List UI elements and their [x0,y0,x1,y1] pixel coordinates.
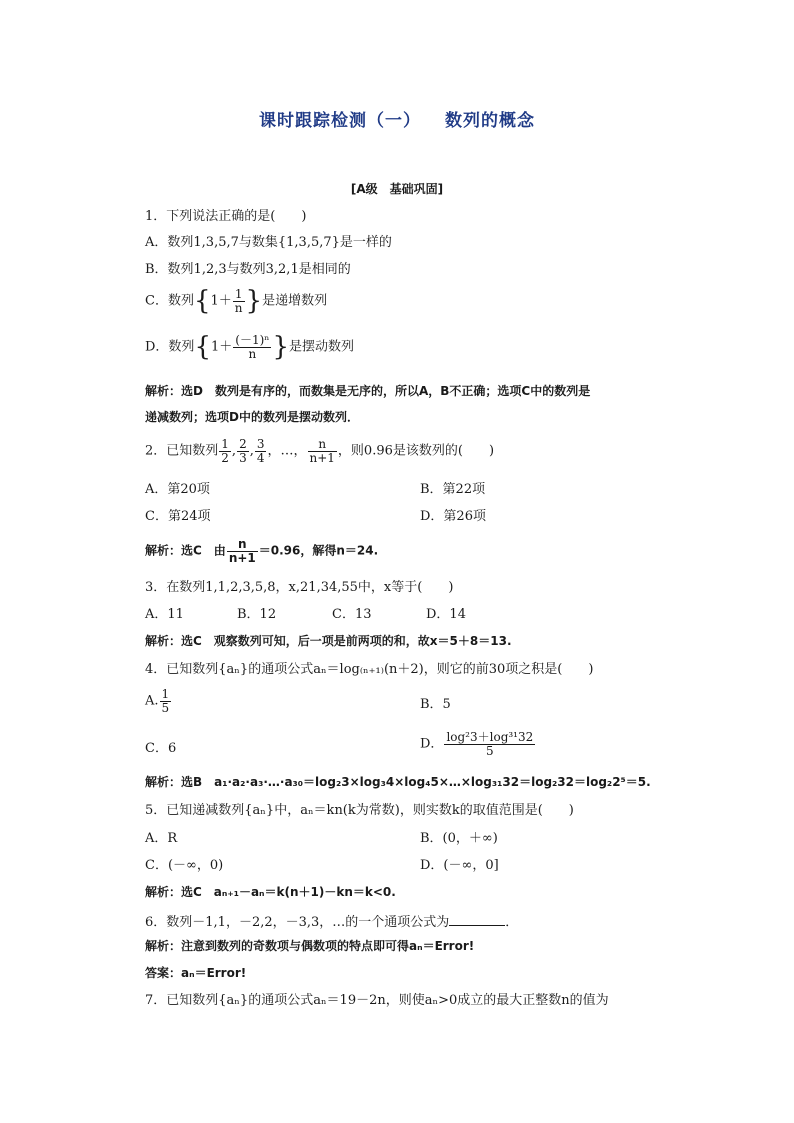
q4-stem: 4．已知数列{aₙ}的通项公式aₙ＝log₍ₙ₊₁₎(n＋2)，则它的前30项之积是( ) [145,662,594,677]
q4-option-b: B．5 [420,697,451,712]
q5-option-a: A．R [145,831,178,846]
q1-option-c: C．数列{1＋ $\frac{1}{n}$ }是递增数列 [145,286,328,317]
section-heading: [A级 基础巩固] [350,182,444,196]
q2-option-d: D．第26项 [420,509,486,524]
q6-answer: 答案：aₙ＝Error! [145,966,247,980]
q2-option-a: A．第20项 [145,482,210,497]
q5-stem: 5．已知递减数列{aₙ}中，aₙ＝kn(k为常数)，则实数k的取值范围是( ) [145,803,574,818]
q4-option-c: C．6 [145,741,177,756]
q5-option-c: C．(－∞，0) [145,858,224,873]
q6-answer-blank [449,913,505,926]
q3-option-c: C．13 [332,607,372,622]
q3-option-b: B．12 [237,607,277,622]
q1-analysis-line2: 递减数列；选项D中的数列是摆动数列． [145,410,359,424]
q5-option-b: B．(0，＋∞) [420,831,498,846]
q2-option-b: B．第22项 [420,482,486,497]
q4-option-d: D． $\frac{\text{log²3＋log³¹32}}{5}$ [420,730,534,758]
q2-analysis: 解析：选C 由 $\frac{n}{n+1}$ ＝0.96，解得n＝24. [145,537,379,565]
q3-analysis: 解析：选C 观察数列可知，后一项是前两项的和，故x＝5＋8＝13. [145,634,512,648]
q4-analysis: 解析：选B a₁·a₂·a₃·…·a₃₀＝log₂3×log₃4×log₄5×…×log₃₁32＝log₂32＝log₂2⁵＝5. [145,775,651,789]
q6-stem: 6．数列－1,1，－2,2，－3,3，…的一个通项公式为 ． [145,915,519,930]
q3-stem: 3．在数列1,1,2,3,5,8，x,21,34,55中，x等于( ) [145,580,454,595]
q1-option-a: A．数列1,3,5,7与数集{1,3,5,7}是一样的 [145,235,392,250]
q1-stem: 1．下列说法正确的是( ) [145,209,307,224]
q4-option-a: A. $\frac{1}{5}$ [145,687,170,715]
q3-option-a: A．11 [145,607,184,622]
q1-analysis-line1: 解析：选D 数列是有序的，而数集是无序的，所以A，B不正确；选项C中的数列是 [145,384,591,398]
title-left: 课时跟踪检测（一） [259,111,421,131]
q2-stem: 2．已知数列 $\frac{1}{2}$ , $\frac{2}{3}$ , $\frac{3}{4}$ ，…， $\frac{n}{n+1}$ ，则0.96是该数列的( ) [145,437,495,465]
q1-option-b: B．数列1,2,3与数列3,2,1是相同的 [145,262,351,277]
q5-option-d: D．(－∞，0] [420,858,499,873]
title-right: 数列的概念 [445,111,535,131]
q3-option-d: D．14 [426,607,466,622]
q6-analysis: 解析：注意到数列的奇数项与偶数项的特点即可得aₙ＝Error! [145,939,475,953]
page-title [0,106,794,131]
q2-option-c: C．第24项 [145,509,211,524]
q7-stem: 7．已知数列{aₙ}的通项公式aₙ＝19－2n，则使aₙ>0成立的最大正整数n的值为 [145,993,609,1008]
q1-option-d: D．数列{1＋ $\frac{\text{(－1)ⁿ}}{n}$ }是摆动数列 [145,332,355,363]
q5-analysis: 解析：选C aₙ₊₁－aₙ＝k(n＋1)－kn＝k<0. [145,885,396,899]
